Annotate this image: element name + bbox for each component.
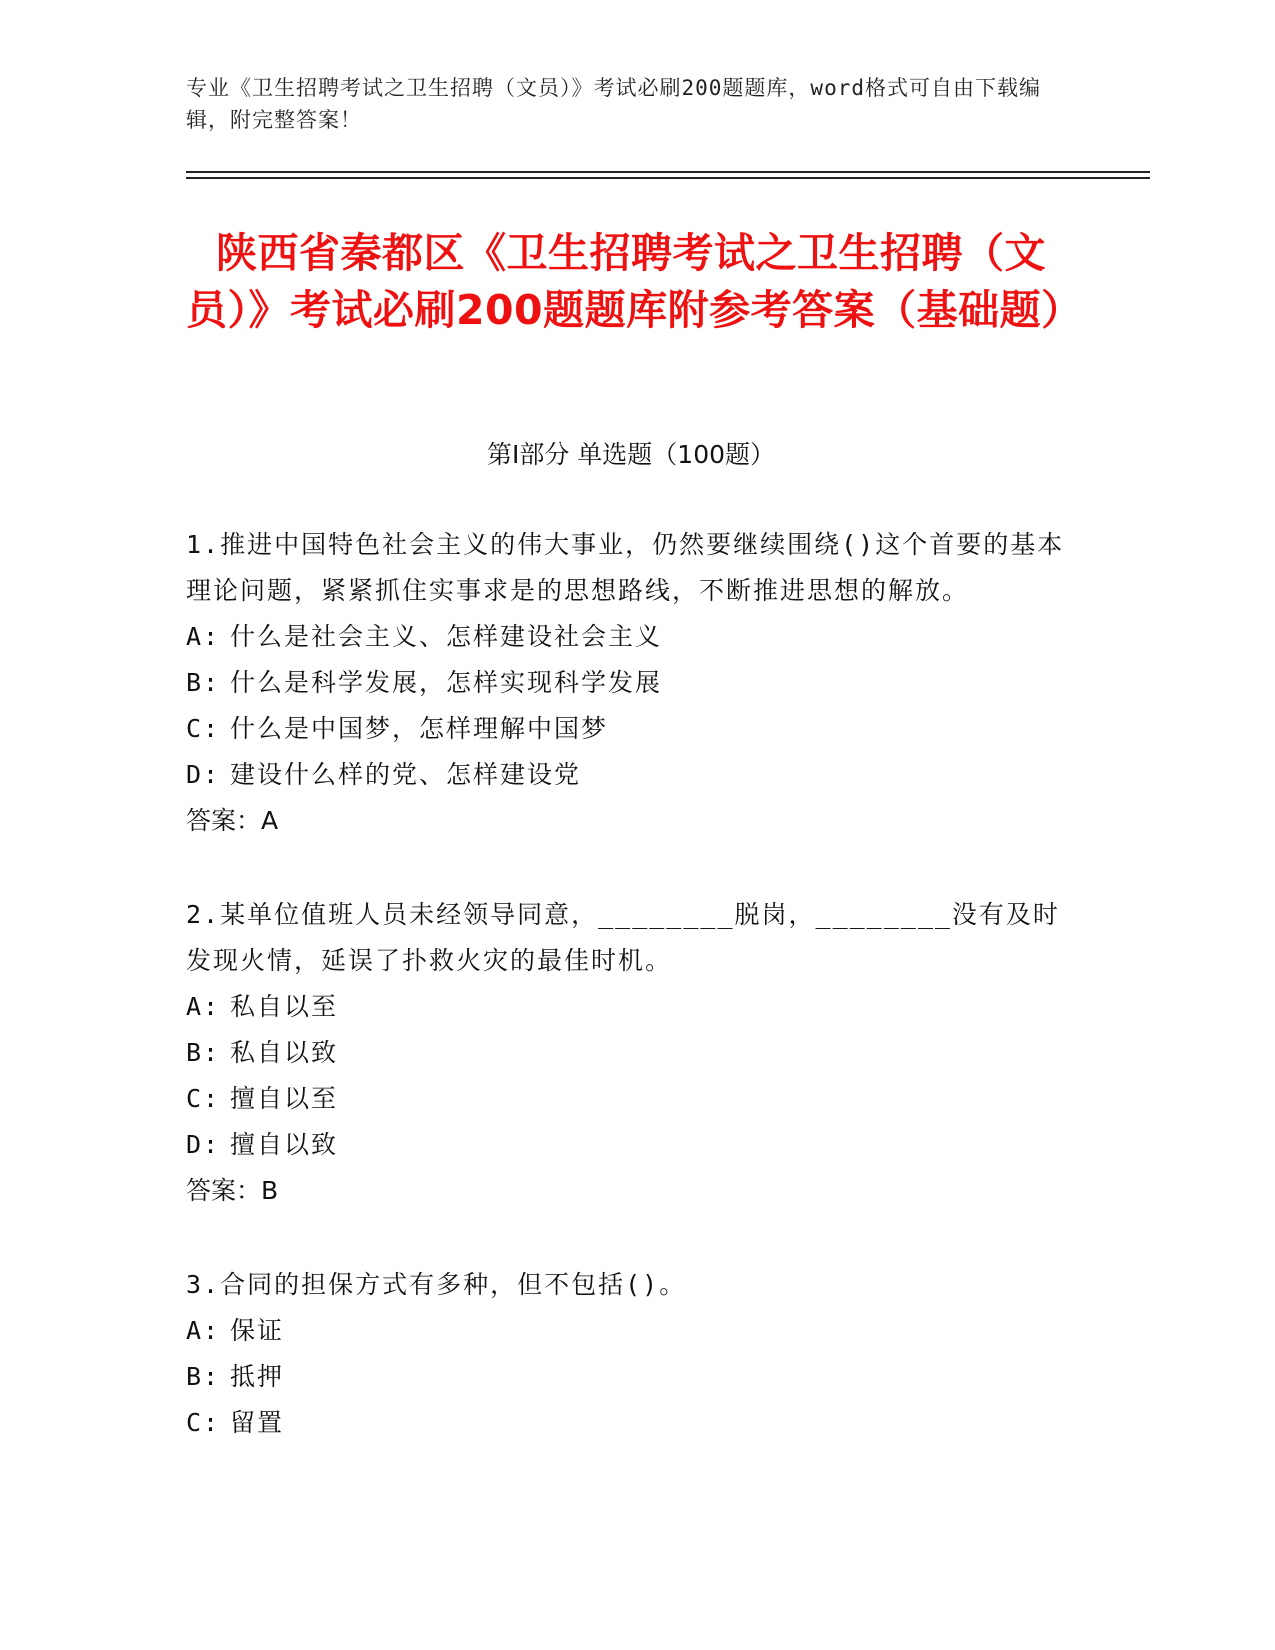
option-text: 擅自以致 <box>230 1130 339 1159</box>
header-note: 专业《卫生招聘考试之卫生招聘（文员）》考试必刷200题题库，word格式可自由下载编辑，附完整答案！ <box>186 76 1041 132</box>
option-text: 建设什么样的党、怎样建设党 <box>230 760 582 789</box>
option-letter: C: <box>186 714 221 743</box>
option-letter: B: <box>186 1362 221 1391</box>
option-b <box>186 1030 1066 1076</box>
option-letter: A: <box>186 992 221 1021</box>
option-c <box>186 1400 1066 1446</box>
option-text: 私自以至 <box>230 992 339 1021</box>
option-c <box>186 1076 1066 1122</box>
option-text: 私自以致 <box>230 1038 339 1067</box>
option-letter: A: <box>186 1316 221 1345</box>
option-d <box>186 752 1066 798</box>
question-list <box>186 522 1066 1494</box>
question-2 <box>186 892 1066 1214</box>
question-stem: 1.推进中国特色社会主义的伟大事业，仍然要继续围绕()这个首要的基本理论问题，紧紧抓住实事求是的思想路线，不断推进思想的解放。 <box>186 530 1065 605</box>
option-a <box>186 614 1066 660</box>
option-text: 擅自以至 <box>230 1084 339 1113</box>
option-text: 抵押 <box>230 1362 285 1391</box>
option-letter: C: <box>186 1408 221 1437</box>
header-divider-bottom <box>186 177 1150 179</box>
option-letter: A: <box>186 622 221 651</box>
option-b <box>186 1354 1066 1400</box>
question-stem: 3.合同的担保方式有多种，但不包括()。 <box>186 1270 687 1299</box>
option-b <box>186 660 1066 706</box>
section-heading: 第Ⅰ部分 单选题（100题） <box>486 440 776 469</box>
option-text: 什么是社会主义、怎样建设社会主义 <box>230 622 663 651</box>
option-a <box>186 984 1066 1030</box>
answer-line: 答案：B <box>186 1176 279 1205</box>
question-stem: 2.某单位值班人员未经领导同意，________脱岗，________没有及时发现火情，延误了扑救火灾的最佳时机。 <box>186 900 1060 975</box>
option-text: 什么是科学发展，怎样实现科学发展 <box>230 668 663 697</box>
option-c <box>186 706 1066 752</box>
option-text: 保证 <box>230 1316 285 1345</box>
option-text: 什么是中国梦，怎样理解中国梦 <box>230 714 609 743</box>
answer-line: 答案：A <box>186 806 279 835</box>
option-a <box>186 1308 1066 1354</box>
document-title: 陕西省秦都区《卫生招聘考试之卫生招聘（文员）》考试必刷200题题库附参考答案（基础题） <box>186 229 1083 334</box>
option-letter: D: <box>186 1130 221 1159</box>
option-d <box>186 1122 1066 1168</box>
option-letter: C: <box>186 1084 221 1113</box>
option-text: 留置 <box>230 1408 285 1437</box>
question-1 <box>186 522 1066 844</box>
question-3 <box>186 1262 1066 1446</box>
option-letter: D: <box>186 760 221 789</box>
option-letter: B: <box>186 1038 221 1067</box>
option-letter: B: <box>186 668 221 697</box>
header-divider-top <box>186 171 1150 173</box>
